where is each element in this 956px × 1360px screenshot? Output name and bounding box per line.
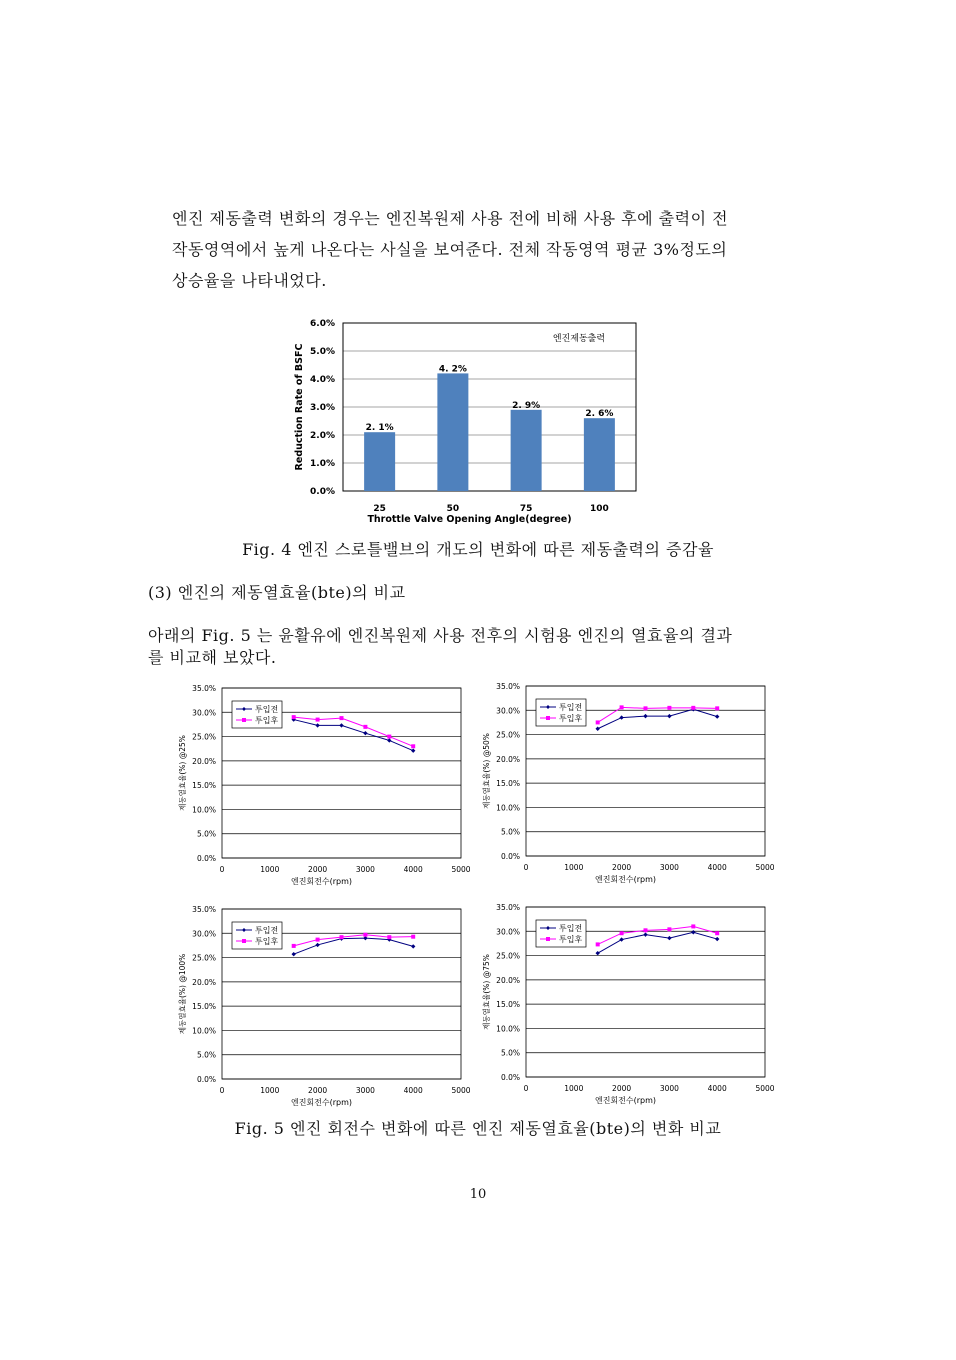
y-tick-label: 5.0% (500, 827, 520, 837)
data-point (620, 931, 624, 935)
y-tick-label: 35.0% (496, 682, 520, 691)
y-tick-label: 0.0% (500, 852, 520, 861)
y-tick-label: 5.0% (500, 1048, 520, 1058)
y-tick-label: 10.0% (496, 1024, 520, 1034)
intro-paragraph (172, 203, 808, 296)
x-tick-label: 50 (446, 504, 460, 514)
data-point (339, 723, 343, 727)
legend-label: 투입후 (559, 714, 583, 723)
data-point (667, 927, 671, 931)
data-point (596, 951, 600, 955)
y-tick-label: 5.0% (196, 1050, 216, 1060)
y-tick-label: 15.0% (496, 1000, 520, 1010)
data-point (411, 748, 415, 752)
data-point (667, 714, 671, 718)
legend-label: 투입후 (255, 716, 279, 725)
y-tick-label: 6.0% (310, 319, 335, 329)
y-tick-label: 25.0% (496, 951, 520, 961)
section-heading: (3) 엔진의 제동열효율(bte)의 비교 (148, 583, 406, 602)
series-line (294, 717, 414, 746)
data-point (316, 938, 320, 942)
data-point (596, 720, 600, 724)
y-tick-label: 0.0% (196, 1075, 216, 1084)
x-tick-label: 2000 (612, 863, 632, 872)
legend-label: 투입전 (559, 703, 583, 712)
x-axis-title: Throttle Valve Opening Angle(degree) (367, 514, 572, 525)
x-tick-label: 4000 (707, 863, 727, 872)
y-tick-label: 30.0% (192, 708, 216, 718)
data-point (315, 723, 319, 727)
data-point (363, 731, 367, 735)
x-tick-label: 5000 (755, 1084, 775, 1093)
legend-label: 투입후 (255, 937, 279, 946)
body-paragraph (148, 625, 808, 669)
bar-value-label: 2. 1% (365, 423, 394, 434)
y-tick-label: 10.0% (192, 1026, 216, 1036)
body-line: 아래의 Fig. 5 는 윤활유에 엔진복원제 사용 전후의 시험용 엔진의 열효율의 결과 (148, 626, 733, 645)
y-tick-label: 10.0% (496, 803, 520, 813)
bar-value-label: 2. 9% (512, 400, 541, 411)
x-axis-title: 엔진회전수(rpm) (290, 1098, 353, 1107)
x-tick-label: 75 (519, 504, 533, 514)
y-tick-label: 10.0% (192, 805, 216, 815)
x-tick-label: 2000 (612, 1084, 632, 1093)
series-line (294, 720, 414, 751)
legend-label: 투입전 (559, 924, 583, 933)
y-tick-label: 1.0% (310, 459, 335, 469)
y-tick-label: 0.0% (196, 854, 216, 863)
y-tick-label: 0.0% (500, 1073, 520, 1082)
series-line (598, 709, 718, 728)
data-point (292, 952, 296, 956)
y-tick-label: 25.0% (192, 953, 216, 963)
y-tick-label: 30.0% (192, 929, 216, 939)
y-tick-label: 20.0% (192, 977, 216, 987)
fig5-chart-25 (172, 680, 477, 892)
y-tick-label: 25.0% (192, 732, 216, 742)
x-tick-label: 1000 (564, 863, 584, 872)
x-tick-label: 5000 (755, 863, 775, 872)
y-tick-label: 15.0% (192, 781, 216, 791)
data-point (411, 944, 415, 948)
y-tick-label: 30.0% (496, 927, 520, 937)
legend-label: 투입전 (255, 926, 279, 935)
bar (511, 410, 542, 491)
y-tick-label: 5.0% (196, 829, 216, 839)
y-tick-label: 30.0% (496, 706, 520, 716)
data-point (643, 932, 647, 936)
y-tick-label: 20.0% (496, 754, 520, 764)
data-point (643, 714, 647, 718)
series-line (598, 926, 718, 944)
fig4-bar-chart (280, 310, 660, 530)
y-tick-label: 2.0% (310, 431, 335, 441)
x-tick-label: 4000 (707, 1084, 727, 1093)
x-axis-title: 엔진회전수(rpm) (290, 877, 353, 886)
x-tick-label: 1000 (260, 865, 280, 874)
data-point (292, 944, 296, 948)
x-tick-label: 1000 (260, 1086, 280, 1095)
y-axis-title: Reduction Rate of BSFC (294, 343, 305, 471)
x-tick-label: 2000 (308, 1086, 328, 1095)
x-tick-label: 25 (373, 504, 386, 514)
x-tick-label: 3000 (355, 1086, 375, 1095)
x-tick-label: 5000 (451, 1086, 471, 1095)
data-point (292, 715, 296, 719)
data-point (387, 935, 391, 939)
data-point (387, 735, 391, 739)
x-tick-label: 2000 (308, 865, 328, 874)
body-line: 를 비교해 보았다. (148, 648, 277, 667)
y-tick-label: 20.0% (192, 756, 216, 766)
x-tick-label: 0 (523, 863, 529, 872)
x-axis-title: 엔진회전수(rpm) (594, 875, 657, 884)
intro-line: 작동영역에서 높게 나온다는 사실을 보여준다. 전체 작동영역 평균 3%정도의 (172, 240, 728, 259)
x-tick-label: 4000 (403, 865, 423, 874)
y-tick-label: 4.0% (310, 375, 335, 385)
x-tick-label: 1000 (564, 1084, 584, 1093)
page-number: 10 (469, 1187, 487, 1202)
data-point (316, 718, 320, 722)
legend-label: 투입후 (559, 935, 583, 944)
intro-line: 엔진 제동출력 변화의 경우는 엔진복원제 사용 전에 비해 사용 후에 출력이 전 (172, 209, 729, 228)
data-point (667, 706, 671, 710)
x-tick-label: 100 (589, 504, 609, 514)
series-line (294, 935, 414, 946)
y-tick-label: 15.0% (192, 1002, 216, 1012)
fig5-chart-50 (476, 678, 781, 890)
legend-marker (546, 716, 550, 720)
bar (584, 418, 615, 491)
bar (437, 373, 468, 491)
x-tick-label: 4000 (403, 1086, 423, 1095)
fig5-chart-100 (172, 901, 477, 1113)
bar (364, 432, 395, 491)
x-tick-label: 3000 (355, 865, 375, 874)
intro-line: 상승율을 나타내었다. (172, 271, 327, 290)
data-point (715, 937, 719, 941)
x-tick-label: 5000 (451, 865, 471, 874)
data-point (411, 744, 415, 748)
y-tick-label: 15.0% (496, 779, 520, 789)
y-tick-label: 25.0% (496, 730, 520, 740)
fig5-caption: Fig. 5 엔진 회전수 변화에 따른 엔진 제동열효율(bte)의 변화 비교 (234, 1119, 722, 1138)
data-point (715, 714, 719, 718)
bar-value-label: 4. 2% (438, 364, 467, 375)
fig4-caption: Fig. 4 엔진 스로틀밸브의 개도의 변화에 따른 제동출력의 증감율 (242, 540, 714, 559)
data-point (619, 715, 623, 719)
legend-label: 투입전 (255, 705, 279, 714)
data-point (411, 935, 415, 939)
fig5-chart-75 (476, 899, 781, 1111)
y-tick-label: 0.0% (310, 487, 335, 497)
data-point (620, 705, 624, 709)
y-axis-title: 제동열효율(%) @75% (482, 954, 491, 1030)
data-point (715, 706, 719, 710)
x-tick-label: 0 (523, 1084, 529, 1093)
x-tick-label: 3000 (659, 1084, 679, 1093)
data-point (644, 706, 648, 710)
x-tick-label: 0 (219, 865, 225, 874)
data-point (363, 725, 367, 729)
x-tick-label: 0 (219, 1086, 225, 1095)
y-axis-title: 제동열효율(%) @50% (482, 733, 491, 809)
x-axis-title: 엔진회전수(rpm) (594, 1096, 657, 1105)
y-axis-title: 제동열효율(%) @25% (178, 735, 187, 811)
legend-marker (546, 937, 550, 941)
data-point (340, 716, 344, 720)
bar-value-label: 2. 6% (585, 409, 614, 420)
series-line (294, 938, 414, 954)
legend-marker (242, 718, 246, 722)
y-tick-label: 5.0% (310, 347, 335, 357)
chart-title: 엔진제동출력 (552, 334, 606, 344)
data-point (691, 706, 695, 710)
data-point (340, 935, 344, 939)
y-axis-title: 제동열효율(%) @100% (178, 953, 187, 1035)
legend-marker (242, 939, 246, 943)
data-point (315, 943, 319, 947)
data-point (363, 933, 367, 937)
data-point (667, 936, 671, 940)
data-point (596, 942, 600, 946)
data-point (644, 928, 648, 932)
y-tick-label: 20.0% (496, 975, 520, 985)
data-point (691, 930, 695, 934)
series-line (598, 932, 718, 953)
y-tick-label: 3.0% (310, 403, 335, 413)
data-point (691, 924, 695, 928)
data-point (387, 738, 391, 742)
data-point (715, 931, 719, 935)
y-tick-label: 35.0% (192, 905, 216, 914)
data-point (619, 937, 623, 941)
y-tick-label: 35.0% (192, 684, 216, 693)
y-tick-label: 35.0% (496, 903, 520, 912)
data-point (596, 727, 600, 731)
x-tick-label: 3000 (659, 863, 679, 872)
